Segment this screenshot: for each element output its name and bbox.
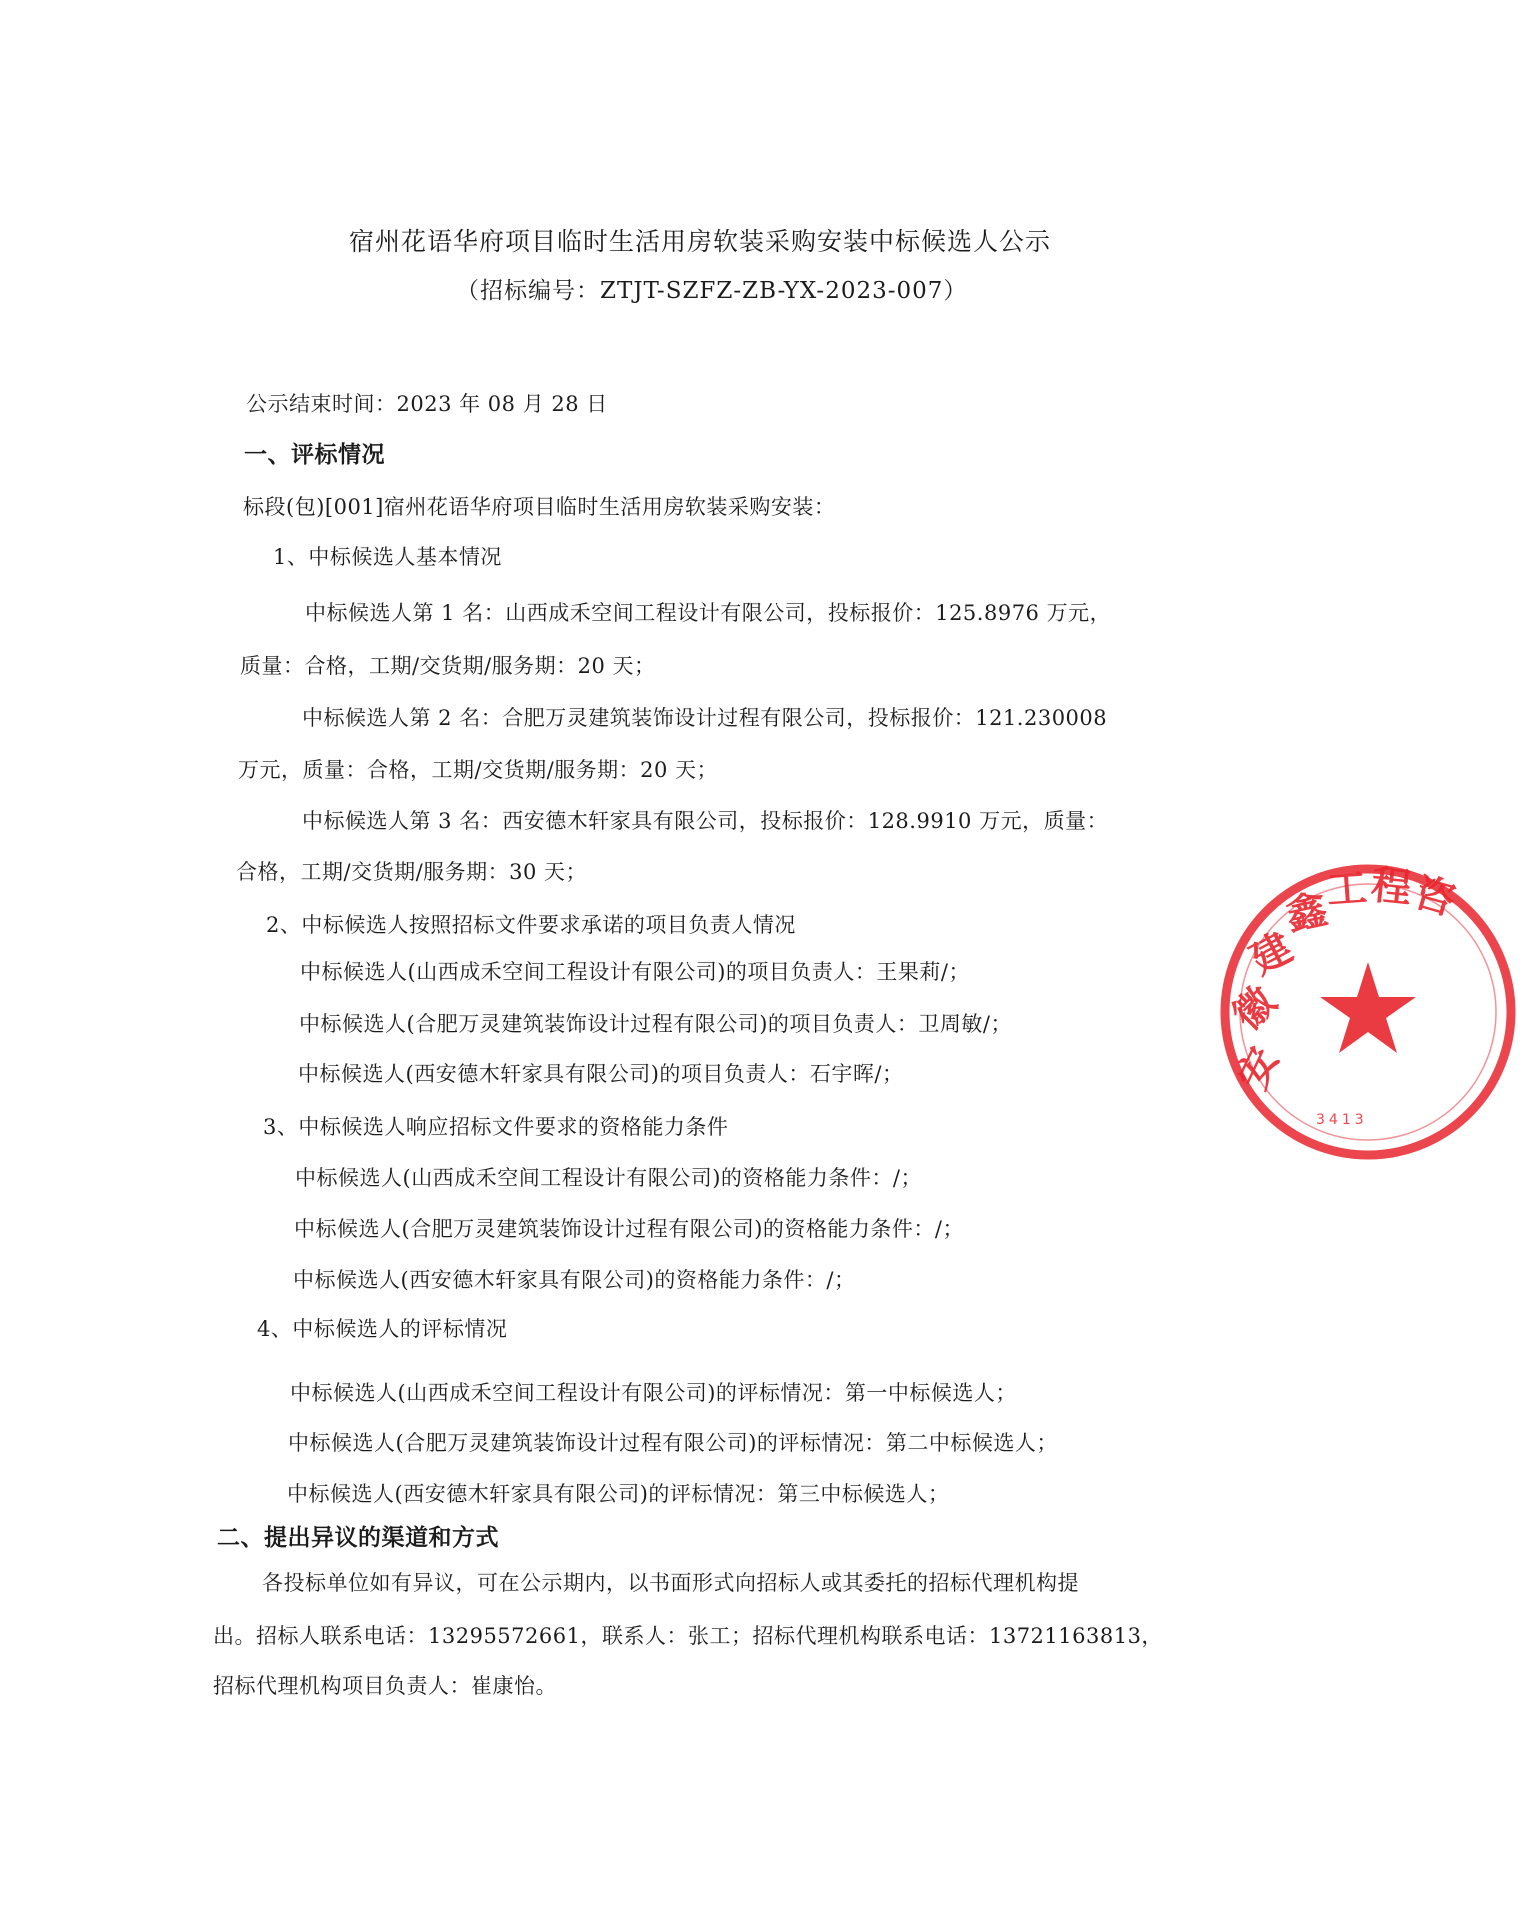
evaluation-line-2: 中标候选人(合肥万灵建筑装饰设计过程有限公司)的评标情况：第二中标候选人； [288,1431,1058,1455]
section2-heading: 二、提出异议的渠道和方式 [217,1525,499,1551]
seal-char-5: 工 [1325,864,1369,914]
sub2-heading: 2、中标候选人按照招标文件要求承诺的项目负责人情况 [266,913,796,937]
seal-char-4: 鑫 [1282,885,1332,940]
manager-line-2: 中标候选人(合肥万灵建筑装饰设计过程有限公司)的项目负责人：卫周敏/； [299,1012,1012,1036]
objection-line-2: 出。招标人联系电话：13295572661，联系人：张工；招标代理机构联系电话：13721163813， [213,1624,1163,1648]
sub4-heading: 4、中标候选人的评标情况 [257,1317,508,1341]
candidate1-line1: 中标候选人第 1 名：山西成禾空间工程设计有限公司，投标报价：125.8976 万元， [305,601,1112,625]
manager-line-3: 中标候选人(西安德木轩家具有限公司)的项目负责人：石宇晖/； [298,1062,904,1086]
document-title: 宿州花语华府项目临时生活用房软装采购安装中标候选人公示 [349,227,1052,256]
seal-char-3: 建 [1242,923,1301,984]
seal-number: 3413 [1316,1112,1368,1128]
section1-heading: 一、评标情况 [244,442,385,468]
seal-char-7: 咨 [1409,868,1461,925]
lot-description: 标段(包)[001]宿州花语华府项目临时生活用房软装采购安装： [243,495,836,519]
seal-char-1: 安 [1228,1040,1288,1097]
evaluation-line-1: 中标候选人(山西成禾空间工程设计有限公司)的评标情况：第一中标候选人； [290,1381,1017,1405]
sub1-heading: 1、中标候选人基本情况 [273,545,502,569]
qualification-line-3: 中标候选人(西安德木轩家具有限公司)的资格能力条件：/； [293,1268,856,1292]
objection-line-3: 招标代理机构项目负责人：崔康怡。 [213,1674,557,1698]
candidate2-line1: 中标候选人第 2 名：合肥万灵建筑装饰设计过程有限公司，投标报价：121.230008 [302,706,1108,730]
candidate2-line2: 万元，质量：合格，工期/交货期/服务期：20 天； [238,758,719,782]
company-seal [1212,861,1461,1162]
objection-line-1: 各投标单位如有异议，可在公示期内，以书面形式向招标人或其委托的招标代理机构提 [262,1571,1079,1595]
sub3-heading: 3、中标候选人响应招标文件要求的资格能力条件 [263,1115,729,1139]
manager-line-1: 中标候选人(山西成禾空间工程设计有限公司)的项目负责人：王果莉/； [300,960,970,984]
publicity-end-time: 公示结束时间：2023 年 08 月 28 日 [246,392,608,416]
tender-number: （招标编号：ZTJT-SZFZ-ZB-YX-2023-007） [456,278,968,304]
qualification-line-2: 中标候选人(合肥万灵建筑装饰设计过程有限公司)的资格能力条件：/； [294,1217,964,1241]
qualification-line-1: 中标候选人(山西成禾空间工程设计有限公司)的资格能力条件：/； [295,1166,922,1190]
seal-char-6: 程 [1368,861,1414,913]
evaluation-line-3: 中标候选人(西安德木轩家具有限公司)的评标情况：第三中标候选人； [287,1482,950,1506]
candidate1-line2: 质量：合格，工期/交货期/服务期：20 天； [240,654,656,678]
candidate3-line2: 合格，工期/交货期/服务期：30 天； [236,860,588,884]
candidate3-line1: 中标候选人第 3 名：西安德木轩家具有限公司，投标报价：128.9910 万元，质量： [302,809,1109,833]
seal-char-2: 徽 [1223,977,1286,1040]
